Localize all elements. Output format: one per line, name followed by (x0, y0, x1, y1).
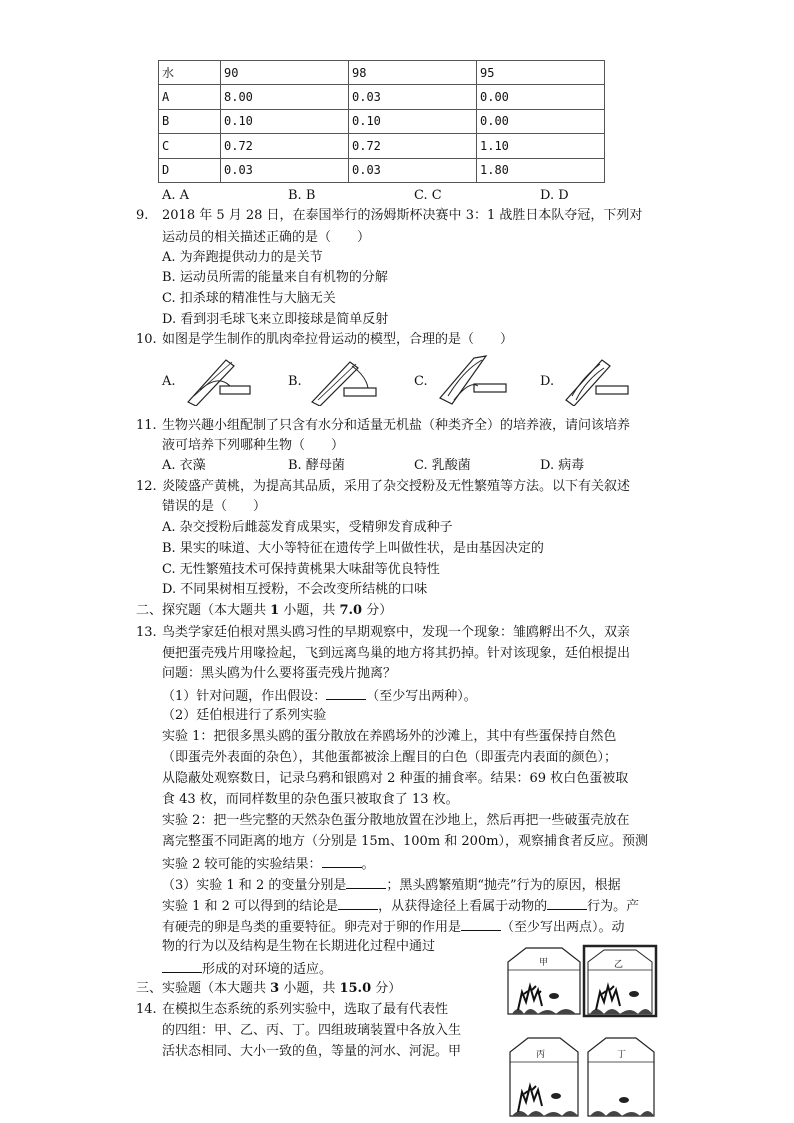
q12-option-b[interactable]: B. 果实的味道、大小等特征在遗传学上叫做性状，是由基因决定的 (162, 541, 544, 556)
answer-blank-5[interactable] (547, 895, 587, 910)
q13-part3-line1: （3）实验 1 和 2 的变量分别是 ；黑头鸥繁殖期“抛壳”行为的原因，根据 (162, 874, 621, 896)
answer-blank-3[interactable] (346, 874, 386, 889)
section-3-title: 三、实验题（本大题共 3 小题，共 15.0 分） (136, 981, 402, 996)
q9-option-a[interactable]: A. 为奔跑提供动力的是关节 (162, 250, 323, 265)
data-table (158, 60, 605, 183)
table-cell: 0.00 (477, 85, 605, 109)
q12-number: 12. (136, 479, 157, 494)
table-cell: 0.10 (221, 109, 349, 133)
q13-part1: （1）针对问题，作出假设： （至少写出两种）。 (162, 685, 477, 707)
option-d[interactable]: D. D (540, 188, 569, 203)
section-2-title: 二、探究题（本大题共 1 小题，共 7.0 分） (136, 603, 393, 618)
table-row (159, 85, 605, 109)
option-a[interactable]: A. A (162, 188, 190, 203)
table-cell: 1.80 (477, 158, 605, 182)
q10-stem: 如图是学生制作的肌肉牵拉骨运动的模型，合理的是（ ） (162, 332, 514, 347)
q12-stem-line2: 错误的是（ ） (162, 499, 267, 514)
q13-exp1-line1: 实验 1：把很多黑头鸥的蛋分散放在养鸥场外的沙滩上，其中有些蛋保持自然色 (162, 729, 617, 744)
table-cell: 0.03 (349, 158, 477, 182)
table-cell: 0.00 (477, 109, 605, 133)
q11-option-c[interactable]: C. 乳酸菌 (414, 458, 471, 473)
answer-blank-7[interactable] (162, 958, 202, 973)
q14-line3: 活状态相同、大小一致的鱼，等量的河水、河泥。甲 (162, 1044, 462, 1059)
table-cell: 98 (349, 61, 477, 85)
table-cell: 8.00 (221, 85, 349, 109)
q12-option-c[interactable]: C. 无性繁殖技术可保持黄桃果大味甜等优良特性 (162, 562, 440, 577)
table-cell: 水 (159, 61, 221, 85)
arm-model-c[interactable] (434, 350, 508, 406)
table-cell: 95 (477, 61, 605, 85)
q13-line1: 鸟类学家廷伯根对黑头鸥习性的早期观察中，发现一个现象：雏鸥孵出不久，双亲 (162, 625, 631, 640)
q11-stem-line2: 液可培养下列哪种生物（ ） (162, 438, 345, 453)
q13-line2: 便把蛋壳残片用喙捡起，飞到远离鸟巢的地方将其扔掉。针对该现象，廷伯根提出 (162, 646, 631, 661)
tank-label-bing: 丙 (536, 1050, 546, 1060)
tank-label-ding: 丁 (617, 1050, 627, 1060)
q11-option-b[interactable]: B. 酵母菌 (288, 458, 345, 473)
tank-yi (582, 944, 658, 1018)
table-cell: 0.72 (221, 134, 349, 158)
q9-stem-line1: 2018 年 5 月 28 日，在泰国举行的汤姆斯杯决赛中 3：1 战胜日本队夺冠，下列对 (162, 208, 643, 223)
tank-label-yi: 乙 (614, 960, 624, 970)
q13-exp2-line1: 实验 2：把一些完整的天然杂色蛋分散地放置在沙地上，然后再把一些破蛋壳放在 (162, 813, 630, 828)
tank-label-jia: 甲 (539, 958, 549, 968)
table-cell: 90 (221, 61, 349, 85)
answer-blank-4[interactable] (338, 895, 378, 910)
option-b[interactable]: B. B (288, 188, 316, 203)
q13-exp2-line2: 离完整蛋不同距离的地方（分别是 15m、100m 和 200m），观察捕食者反应。预测 (162, 834, 649, 849)
q13-part3-line3: 有硬壳的卵是鸟类的重要特征。卵壳对于卵的作用是 （至少写出两点）。动 (162, 916, 625, 938)
q13-exp1-line3: 从隐蔽处观察数日，记录乌鸦和银鸥对 2 种蛋的捕食率。结果：69 枚白色蛋被取 (162, 771, 629, 786)
q14-number: 14. (136, 1002, 157, 1017)
q9-number: 9. (136, 208, 149, 223)
q11-option-a[interactable]: A. 衣藻 (162, 458, 206, 473)
table-cell: A (159, 85, 221, 109)
table-cell: D (159, 158, 221, 182)
q14-line1: 在模拟生态系统的系列实验中，选取了最有代表性 (162, 1002, 449, 1017)
table-row (159, 134, 605, 158)
table-cell: 0.03 (349, 85, 477, 109)
table-row (159, 61, 605, 85)
q11-number: 11. (136, 418, 157, 433)
q13-part3-line2: 实验 1 和 2 可以得到的结论是 ，从获得途径上看属于动物的 行为。产 (162, 895, 639, 917)
table-cell: 0.72 (349, 134, 477, 158)
arm-model-b[interactable] (306, 352, 378, 406)
answer-blank-2[interactable] (322, 853, 362, 868)
q12-option-d[interactable]: D. 不同果树相互授粉，不会改变所结桃的口味 (162, 582, 428, 597)
table-cell: 1.10 (477, 134, 605, 158)
q11-option-d[interactable]: D. 病毒 (540, 458, 585, 473)
q13-line3: 问题：黑头鸥为什么要将蛋壳残片抛离？ (162, 666, 397, 681)
table-cell: B (159, 109, 221, 133)
q13-exp1-line2: （即蛋壳外表面的杂色），其他蛋都被涂上醒目的白色（即蛋壳内表面的颜色）； (162, 750, 618, 765)
q10-label-a[interactable]: A. (162, 374, 176, 389)
q10-label-b[interactable]: B. (288, 374, 302, 389)
q9-option-b[interactable]: B. 运动员所需的能量来自有机物的分解 (162, 270, 388, 285)
q10-label-c[interactable]: C. (414, 374, 428, 389)
answer-blank-6[interactable] (461, 916, 501, 931)
q9-option-d[interactable]: D. 看到羽毛球飞来立即接球是简单反射 (162, 312, 389, 327)
arm-model-d[interactable] (560, 350, 632, 406)
table-cell: C (159, 134, 221, 158)
q14-line2: 的四组：甲、乙、丙、丁。四组玻璃装置中各放入生 (162, 1023, 462, 1038)
q10-label-d[interactable]: D. (540, 374, 555, 389)
q12-stem-line1: 炎陵盛产黄桃，为提高其品质，采用了杂交授粉及无性繁殖等方法。以下有关叙述 (162, 479, 631, 494)
answer-blank-1[interactable] (326, 685, 366, 700)
q10-number: 10. (136, 332, 157, 347)
q9-stem-line2: 运动员的相关描述正确的是（ ） (162, 230, 371, 245)
q13-part3-line5: 形成的对环境的适应。 (162, 958, 332, 980)
arm-model-a[interactable] (180, 352, 252, 406)
table-cell: 0.03 (221, 158, 349, 182)
q12-option-a[interactable]: A. 杂交授粉后雌蕊发育成果实，受精卵发育成种子 (162, 520, 453, 535)
option-c[interactable]: C. C (414, 188, 442, 203)
table-row (159, 158, 605, 182)
q13-number: 13. (136, 625, 157, 640)
q9-option-c[interactable]: C. 扣杀球的精准性与大脑无关 (162, 291, 336, 306)
q13-part3-line4: 物的行为以及结构是生物在长期进化过程中通过 (162, 939, 436, 954)
q13-exp1-line4: 食 43 枚，而同样数里的杂色蛋只被取食了 13 枚。 (162, 792, 459, 807)
q13-part2: （2）廷伯根进行了系列实验 (162, 708, 327, 723)
table-row (159, 109, 605, 133)
table-cell: 0.10 (349, 109, 477, 133)
q11-stem-line1: 生物兴趣小组配制了只含有水分和适量无机盐（种类齐全）的培养液，请问该培养 (162, 418, 631, 433)
q13-exp2-line3: 实验 2 较可能的实验结果： 。 (162, 853, 375, 875)
